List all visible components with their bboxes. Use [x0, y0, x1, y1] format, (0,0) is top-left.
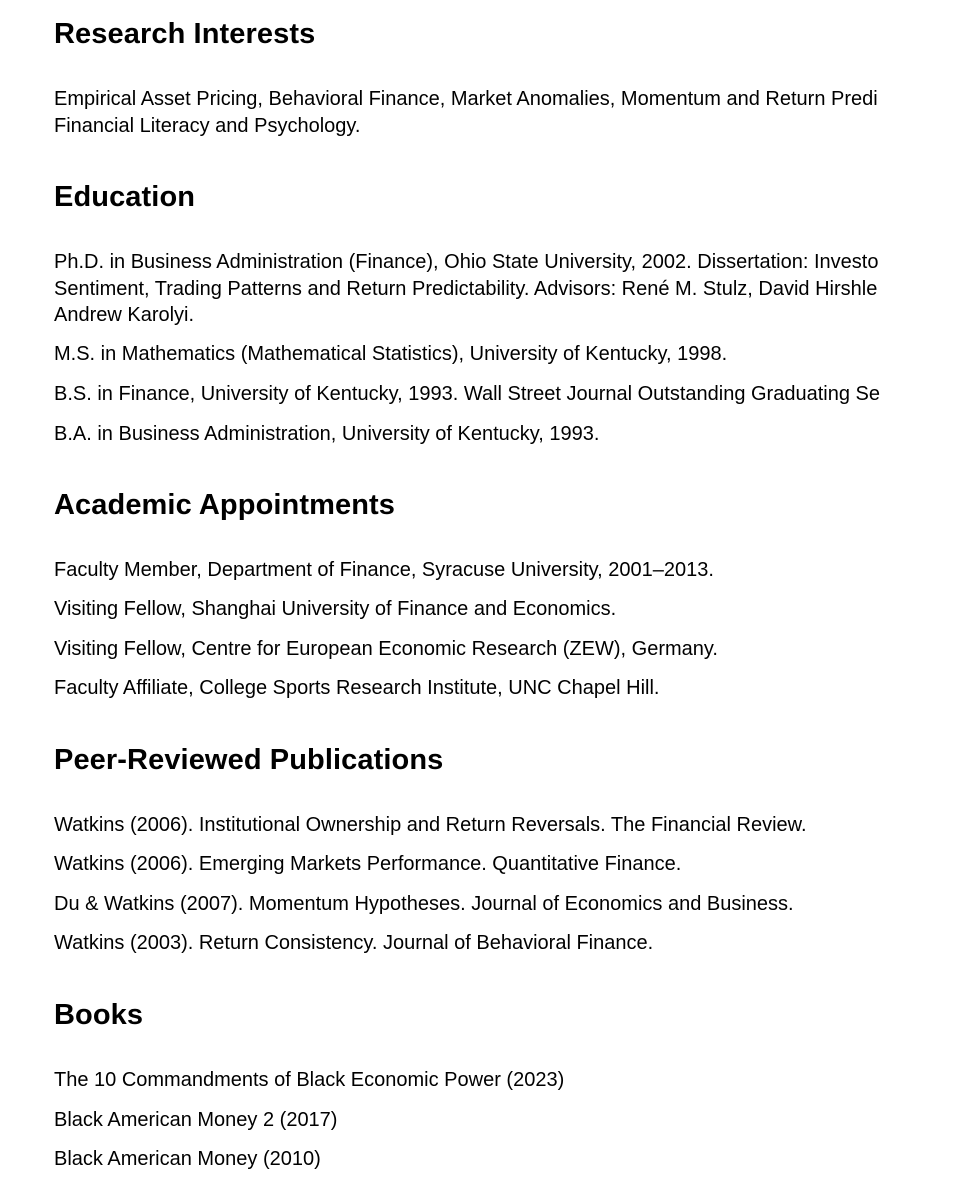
- publication-item: Watkins (2006). Institutional Ownership and Return Reversals. The Financial Review.: [54, 814, 807, 836]
- education-entry-line: B.S. in Finance, University of Kentucky, 1993. Wall Street Journal Outstanding Graduating Se: [54, 383, 880, 405]
- education-entry-bs: [54, 381, 963, 408]
- education-entry-line: M.S. in Mathematics (Mathematical Statistics), University of Kentucky, 1998.: [54, 343, 728, 365]
- publication-item: Watkins (2003). Return Consistency. Journal of Behavioral Finance.: [54, 932, 654, 954]
- research-interests-line: Financial Literacy and Psychology.: [54, 114, 361, 137]
- publications-heading: Peer-Reviewed Publications: [54, 744, 444, 776]
- education-entry-line: B.A. in Business Administration, University of Kentucky, 1993.: [54, 423, 600, 445]
- books-heading: Books: [54, 999, 144, 1031]
- education-entry-ms: [54, 341, 963, 368]
- publication-item: Du & Watkins (2007). Momentum Hypotheses. Journal of Economics and Business.: [54, 893, 794, 915]
- education-entry-line: Ph.D. in Business Administration (Finance), Ohio State University, 2002. Dissertation: Investo: [54, 251, 879, 273]
- appointment-item: Visiting Fellow, Shanghai University of Finance and Economics.: [54, 598, 617, 620]
- education-entry-phd: [54, 249, 963, 329]
- research-interests-line: Empirical Asset Pricing, Behavioral Finance, Market Anomalies, Momentum and Return Predi: [54, 88, 878, 110]
- education-entry-line: Sentiment, Trading Patterns and Return Predictability. Advisors: René M. Stulz, David Hirshle: [54, 277, 878, 300]
- appointment-item: Faculty Member, Department of Finance, Syracuse University, 2001–2013.: [54, 559, 714, 581]
- book-item: The 10 Commandments of Black Economic Power (2023): [54, 1069, 565, 1091]
- appointment-item: Faculty Affiliate, College Sports Research Institute, UNC Chapel Hill.: [54, 677, 660, 699]
- book-item: Black American Money 2 (2017): [54, 1109, 338, 1131]
- education-heading: Education: [54, 181, 196, 213]
- academic-appointments-heading: Academic Appointments: [54, 489, 396, 521]
- education-entry-line: Andrew Karolyi.: [54, 304, 195, 326]
- publication-item: Watkins (2006). Emerging Markets Performance. Quantitative Finance.: [54, 853, 682, 875]
- research-interests-heading: Research Interests: [54, 18, 316, 50]
- appointment-item: Visiting Fellow, Centre for European Economic Research (ZEW), Germany.: [54, 638, 718, 660]
- book-item: Black American Money (2010): [54, 1148, 321, 1170]
- education-entry-ba: [54, 421, 963, 448]
- research-interests-text: [54, 86, 963, 139]
